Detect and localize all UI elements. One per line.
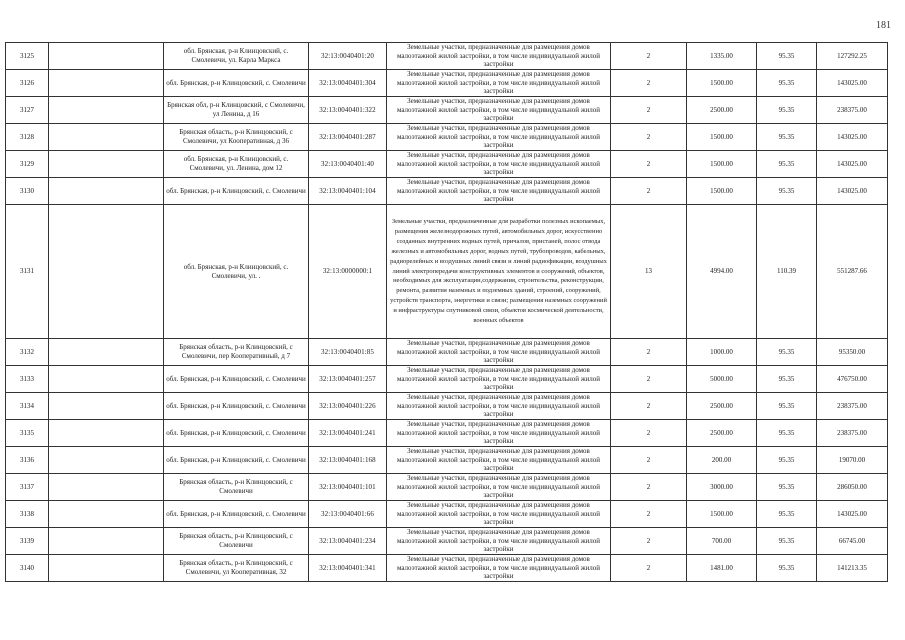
group-cell: 2	[611, 124, 687, 151]
cadastral-value-table	[5, 42, 888, 582]
record-number-cell: 3126	[6, 70, 49, 97]
address-cell: обл. Брянская, р-н Клинцовский, с. Смолевичи, ул. .	[164, 205, 309, 339]
cadastral-number-cell: 32:13:0040401:304	[309, 70, 387, 97]
group-cell: 2	[611, 420, 687, 447]
empty-cell	[49, 70, 164, 97]
rate-cell: 95.35	[757, 43, 817, 70]
area-cell: 200.00	[687, 447, 757, 474]
area-cell: 3000.00	[687, 474, 757, 501]
rate-cell: 95.35	[757, 339, 817, 366]
land-use-cell: Земельные участки, предназначенные для размещения домов малоэтажной жилой застройки, в том числе индивидуальной жилой застройки	[387, 43, 611, 70]
record-number-cell: 3137	[6, 474, 49, 501]
group-cell: 2	[611, 474, 687, 501]
cadastral-value-cell: 476750.00	[817, 366, 888, 393]
land-use-cell: Земельные участки, предназначенные для размещения домов малоэтажной жилой застройки, в том числе индивидуальной жилой застройки	[387, 447, 611, 474]
cadastral-number-cell: 32:13:0040401:257	[309, 366, 387, 393]
group-cell: 2	[611, 366, 687, 393]
record-number-cell: 3125	[6, 43, 49, 70]
table-row	[6, 205, 888, 339]
rate-cell: 95.35	[757, 97, 817, 124]
cadastral-number-cell: 32:13:0040401:168	[309, 447, 387, 474]
cadastral-number-cell: 32:13:0040401:241	[309, 420, 387, 447]
table-row	[6, 420, 888, 447]
area-cell: 1500.00	[687, 178, 757, 205]
table-row	[6, 447, 888, 474]
rate-cell: 95.35	[757, 124, 817, 151]
area-cell: 1481.00	[687, 555, 757, 582]
cadastral-value-cell: 141213.35	[817, 555, 888, 582]
area-cell: 2500.00	[687, 420, 757, 447]
cadastral-number-cell: 32:13:0040401:341	[309, 555, 387, 582]
cadastral-value-cell: 127292.25	[817, 43, 888, 70]
empty-cell	[49, 205, 164, 339]
group-cell: 2	[611, 339, 687, 366]
empty-cell	[49, 555, 164, 582]
cadastral-number-cell: 32:13:0040401:234	[309, 528, 387, 555]
cadastral-value-cell: 238375.00	[817, 97, 888, 124]
cadastral-value-cell: 551287.66	[817, 205, 888, 339]
empty-cell	[49, 151, 164, 178]
table-row	[6, 339, 888, 366]
land-use-cell: Земельные участки, предназначенные для размещения домов малоэтажной жилой застройки, в том числе индивидуальной жилой застройки	[387, 70, 611, 97]
empty-cell	[49, 501, 164, 528]
land-use-cell: Земельные участки, предназначенные для размещения домов малоэтажной жилой застройки, в том числе индивидуальной жилой застройки	[387, 474, 611, 501]
empty-cell	[49, 366, 164, 393]
empty-cell	[49, 393, 164, 420]
table-row	[6, 151, 888, 178]
address-cell: обл. Брянская, р-н Клинцовский, с. Смолевичи	[164, 420, 309, 447]
rate-cell: 95.35	[757, 393, 817, 420]
group-cell: 2	[611, 501, 687, 528]
cadastral-value-cell: 143025.00	[817, 151, 888, 178]
area-cell: 1500.00	[687, 70, 757, 97]
empty-cell	[49, 124, 164, 151]
address-cell: обл. Брянская, р-н Клинцовский, с. Смолевичи	[164, 70, 309, 97]
land-use-cell: Земельные участки, предназначенные для размещения домов малоэтажной жилой застройки, в том числе индивидуальной жилой застройки	[387, 501, 611, 528]
cadastral-number-cell: 32:13:0040401:20	[309, 43, 387, 70]
table-row	[6, 474, 888, 501]
cadastral-value-cell: 238375.00	[817, 393, 888, 420]
record-number-cell: 3140	[6, 555, 49, 582]
rate-cell: 95.35	[757, 528, 817, 555]
rate-cell: 95.35	[757, 178, 817, 205]
table-row	[6, 97, 888, 124]
cadastral-number-cell: 32:13:0040401:226	[309, 393, 387, 420]
group-cell: 2	[611, 393, 687, 420]
rate-cell: 95.35	[757, 70, 817, 97]
rate-cell: 95.35	[757, 501, 817, 528]
group-cell: 2	[611, 447, 687, 474]
cadastral-number-cell: 32:13:0040401:40	[309, 151, 387, 178]
rate-cell: 95.35	[757, 447, 817, 474]
table-row	[6, 555, 888, 582]
address-cell: обл. Брянская, р-н Клинцовский, с. Смолевичи, ул. Карла Маркса	[164, 43, 309, 70]
group-cell: 2	[611, 178, 687, 205]
record-number-cell: 3129	[6, 151, 49, 178]
land-use-cell: Земельные участки, предназначенные для размещения домов малоэтажной жилой застройки, в том числе индивидуальной жилой застройки	[387, 393, 611, 420]
record-number-cell: 3130	[6, 178, 49, 205]
address-cell: Брянская обл, р-н Клинцовский, с Смолевичи, ул Ленина, д 16	[164, 97, 309, 124]
cadastral-value-cell: 66745.00	[817, 528, 888, 555]
cadastral-number-cell: 32:13:0040401:85	[309, 339, 387, 366]
record-number-cell: 3139	[6, 528, 49, 555]
record-number-cell: 3128	[6, 124, 49, 151]
record-number-cell: 3134	[6, 393, 49, 420]
area-cell: 2500.00	[687, 97, 757, 124]
table-row	[6, 70, 888, 97]
area-cell: 4994.00	[687, 205, 757, 339]
cadastral-value-cell: 19070.00	[817, 447, 888, 474]
cadastral-number-cell: 32:13:0040401:66	[309, 501, 387, 528]
empty-cell	[49, 474, 164, 501]
record-number-cell: 3132	[6, 339, 49, 366]
cadastral-number-cell: 32:13:0040401:104	[309, 178, 387, 205]
area-cell: 1335.00	[687, 43, 757, 70]
record-number-cell: 3135	[6, 420, 49, 447]
rate-cell: 95.35	[757, 366, 817, 393]
group-cell: 2	[611, 555, 687, 582]
cadastral-value-cell: 143025.00	[817, 70, 888, 97]
empty-cell	[49, 420, 164, 447]
empty-cell	[49, 43, 164, 70]
rate-cell: 95.35	[757, 420, 817, 447]
address-cell: обл. Брянская, р-н Клинцовский, с. Смолевичи	[164, 501, 309, 528]
address-cell: обл. Брянская, р-н Клинцовский, с. Смолевичи	[164, 178, 309, 205]
cadastral-number-cell: 32:13:0000000:1	[309, 205, 387, 339]
table-row	[6, 501, 888, 528]
cadastral-value-cell: 238375.00	[817, 420, 888, 447]
table-row	[6, 43, 888, 70]
group-cell: 13	[611, 205, 687, 339]
address-cell: Брянская область, р-н Клинцовский, с Смолевичи, ул Кооперативная, 32	[164, 555, 309, 582]
empty-cell	[49, 178, 164, 205]
address-cell: обл. Брянская, р-н Клинцовский, с. Смолевичи	[164, 447, 309, 474]
group-cell: 2	[611, 97, 687, 124]
cadastral-value-cell: 286050.00	[817, 474, 888, 501]
address-cell: Брянская область, р-н Клинцовский, с Смолевичи	[164, 528, 309, 555]
rate-cell: 95.35	[757, 474, 817, 501]
land-use-cell: Земельные участки, предназначенные для размещения домов малоэтажной жилой застройки, в том числе индивидуальной жилой застройки	[387, 97, 611, 124]
group-cell: 2	[611, 43, 687, 70]
empty-cell	[49, 339, 164, 366]
cadastral-value-cell: 143025.00	[817, 124, 888, 151]
address-cell: обл. Брянская, р-н Клинцовский, с. Смолевичи	[164, 393, 309, 420]
record-number-cell: 3136	[6, 447, 49, 474]
land-use-cell: Земельные участки, предназначенные для размещения домов малоэтажной жилой застройки, в том числе индивидуальной жилой застройки	[387, 151, 611, 178]
address-cell: Брянская область, р-н Клинцовский, с Смолевичи, ул Кооперативная, д 36	[164, 124, 309, 151]
table-row	[6, 366, 888, 393]
land-use-cell: Земельные участки, предназначенные для размещения домов малоэтажной жилой застройки, в том числе индивидуальной жилой застройки	[387, 339, 611, 366]
table-row	[6, 528, 888, 555]
area-cell: 5000.00	[687, 366, 757, 393]
land-use-cell: Земельные участки, предназначенные для размещения домов малоэтажной жилой застройки, в том числе индивидуальной жилой застройки	[387, 555, 611, 582]
land-use-cell: Земельные участки, предназначенные для размещения домов малоэтажной жилой застройки, в том числе индивидуальной жилой застройки	[387, 178, 611, 205]
land-use-cell: Земельные участки, предназначенные для размещения домов малоэтажной жилой застройки, в том числе индивидуальной жилой застройки	[387, 528, 611, 555]
land-use-cell: Земельные участки, предназначенные для размещения домов малоэтажной жилой застройки, в том числе индивидуальной жилой застройки	[387, 124, 611, 151]
table-body	[6, 43, 888, 582]
area-cell: 1500.00	[687, 501, 757, 528]
empty-cell	[49, 97, 164, 124]
area-cell: 700.00	[687, 528, 757, 555]
page-number: 181	[876, 20, 891, 31]
record-number-cell: 3131	[6, 205, 49, 339]
area-cell: 1500.00	[687, 124, 757, 151]
cadastral-number-cell: 32:13:0040401:287	[309, 124, 387, 151]
address-cell: Брянская область, р-н Клинцовский, с Смолевичи, пер Кооперативный, д 7	[164, 339, 309, 366]
record-number-cell: 3138	[6, 501, 49, 528]
land-use-cell: Земельные участки, предназначенные для размещения домов малоэтажной жилой застройки, в том числе индивидуальной жилой застройки	[387, 366, 611, 393]
table-row	[6, 124, 888, 151]
record-number-cell: 3127	[6, 97, 49, 124]
record-number-cell: 3133	[6, 366, 49, 393]
cadastral-number-cell: 32:13:0040401:322	[309, 97, 387, 124]
table-row	[6, 178, 888, 205]
area-cell: 2500.00	[687, 393, 757, 420]
cadastral-value-cell: 143025.00	[817, 501, 888, 528]
address-cell: обл. Брянская, р-н Клинцовский, с. Смолевичи	[164, 366, 309, 393]
cadastral-value-cell: 95350.00	[817, 339, 888, 366]
land-use-cell: Земельные участки, предназначенные для размещения домов малоэтажной жилой застройки, в том числе индивидуальной жилой застройки	[387, 420, 611, 447]
address-cell: Брянская область, р-н Клинцовский, с Смолевичи	[164, 474, 309, 501]
group-cell: 2	[611, 70, 687, 97]
cadastral-value-cell: 143025.00	[817, 178, 888, 205]
area-cell: 1500.00	[687, 151, 757, 178]
table-row	[6, 393, 888, 420]
group-cell: 2	[611, 528, 687, 555]
empty-cell	[49, 528, 164, 555]
rate-cell: 95.35	[757, 151, 817, 178]
empty-cell	[49, 447, 164, 474]
cadastral-number-cell: 32:13:0040401:101	[309, 474, 387, 501]
area-cell: 1000.00	[687, 339, 757, 366]
land-use-cell: Земельные участки, предназначенные для разработки полезных ископаемых, размещения железнодорожных путей, автомобильных дорог, искусственно созданных внутренних водных путей, причалов, пристаней, полос отвода железных и автомобильных дорог, водных путей, трубопроводов, кабельных, радиорелейных и воздушных линий связи и линий радиофикации, воздушных линий электропередачи конструктивных элементов и сооружений, объектов, необходимых для эксплуатации,содержания, строительства, реконструкции, ремонта, развития наземных и подземных зданий, строений, сооружений, устройств транспорта, энергетики и связи; размещения наземных сооружений и инфраструктуры спутниковой связи, объектов космической деятельности, военных объектов	[387, 205, 611, 339]
address-cell: обл. Брянская, р-н Клинцовский, с. Смолевичи, ул. Ленина, дом 12	[164, 151, 309, 178]
group-cell: 2	[611, 151, 687, 178]
rate-cell: 95.35	[757, 555, 817, 582]
rate-cell: 110.39	[757, 205, 817, 339]
